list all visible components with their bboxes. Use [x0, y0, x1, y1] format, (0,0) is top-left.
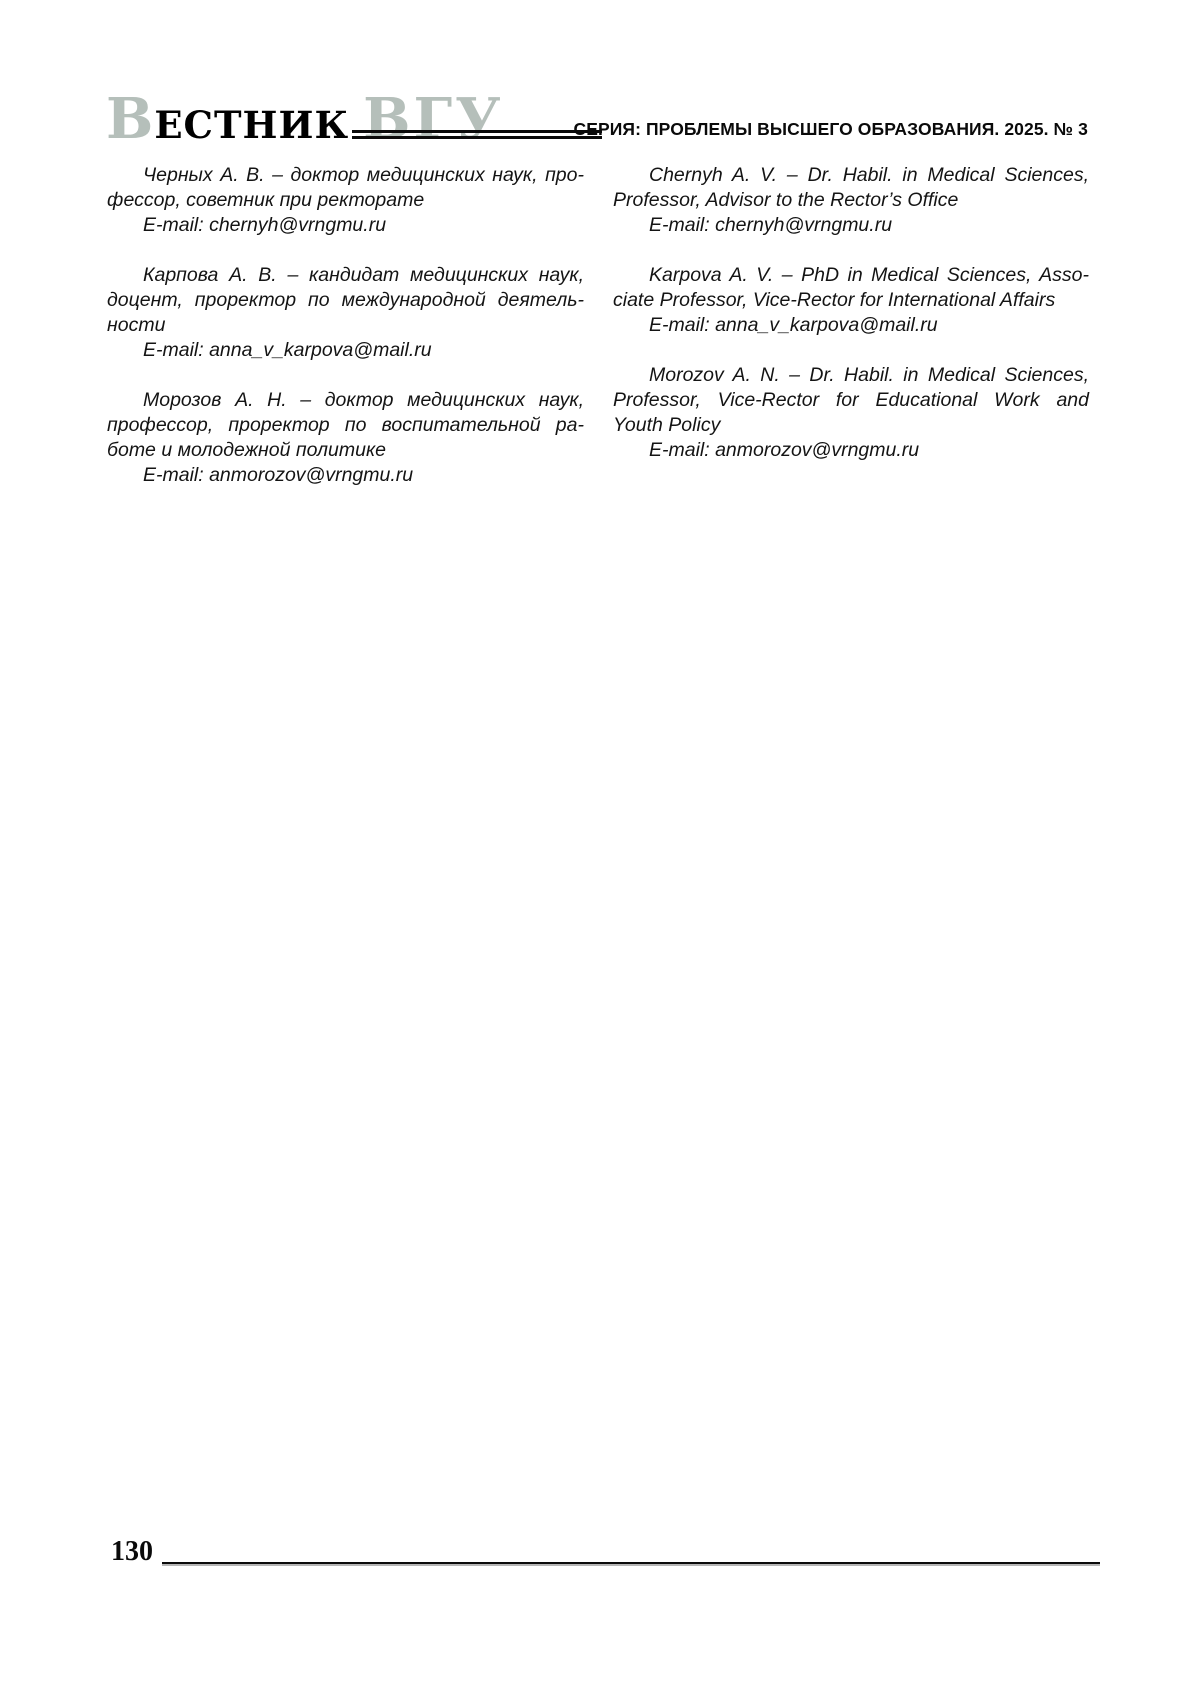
- author-block: [613, 363, 1089, 463]
- header-double-rule: [352, 130, 602, 139]
- author-block: [613, 163, 1089, 238]
- author-line: Professor, Vice-Rector for Educational Work and: [613, 389, 1089, 411]
- author-line: фессор, советник при ректорате: [107, 189, 425, 211]
- author-line: Chernyh A. V. – Dr. Habil. in Medical Sciences,: [649, 164, 1089, 186]
- author-line: профессор, проректор по воспитательной ра-: [107, 414, 584, 436]
- column-russian: [107, 163, 584, 488]
- author-block: [107, 163, 584, 238]
- footer-rule: [162, 1562, 1100, 1566]
- author-email: E-mail: chernyh@vrngmu.ru: [143, 214, 387, 236]
- author-email: E-mail: anna_v_karpova@mail.ru: [649, 314, 938, 336]
- author-email: E-mail: anmorozov@vrngmu.ru: [649, 439, 920, 461]
- page-header: [0, 0, 1200, 150]
- author-line: Карпова А. В. – кандидат медицинских наук,: [143, 264, 584, 286]
- author-line: Морозов А. Н. – доктор медицинских наук,: [143, 389, 584, 411]
- author-line: Morozov A. N. – Dr. Habil. in Medical Sciences,: [649, 364, 1089, 386]
- logo-acronym: ВГУ: [363, 86, 504, 152]
- author-email: E-mail: anmorozov@vrngmu.ru: [143, 464, 414, 486]
- author-line: ciate Professor, Vice-Rector for International Affairs: [613, 289, 1056, 311]
- logo-initial-letter: В: [106, 86, 154, 152]
- author-line: доцент, проректор по международной деятель-: [107, 289, 584, 311]
- author-block: [107, 388, 584, 488]
- column-english: [613, 163, 1089, 463]
- series-title: СЕРИЯ: ПРОБЛЕМЫ ВЫСШЕГО ОБРАЗОВАНИЯ. 2025. № 3: [573, 119, 1088, 139]
- author-line: ности: [107, 314, 166, 336]
- author-email: E-mail: chernyh@vrngmu.ru: [649, 214, 893, 236]
- author-line: Youth Policy: [613, 414, 721, 436]
- author-line: Karpova A. V. – PhD in Medical Sciences, Asso-: [649, 264, 1089, 286]
- author-block: [107, 263, 584, 363]
- author-line: боте и молодежной политике: [107, 439, 386, 461]
- author-email: E-mail: anna_v_karpova@mail.ru: [143, 339, 432, 361]
- author-line: Черных А. В. – доктор медицинских наук, про-: [143, 164, 584, 186]
- logo-word-rest: ЕСТНИК: [154, 103, 350, 147]
- author-block: [613, 263, 1089, 338]
- author-line: Professor, Advisor to the Rector’s Office: [613, 189, 959, 211]
- page-number: 130: [111, 1536, 153, 1567]
